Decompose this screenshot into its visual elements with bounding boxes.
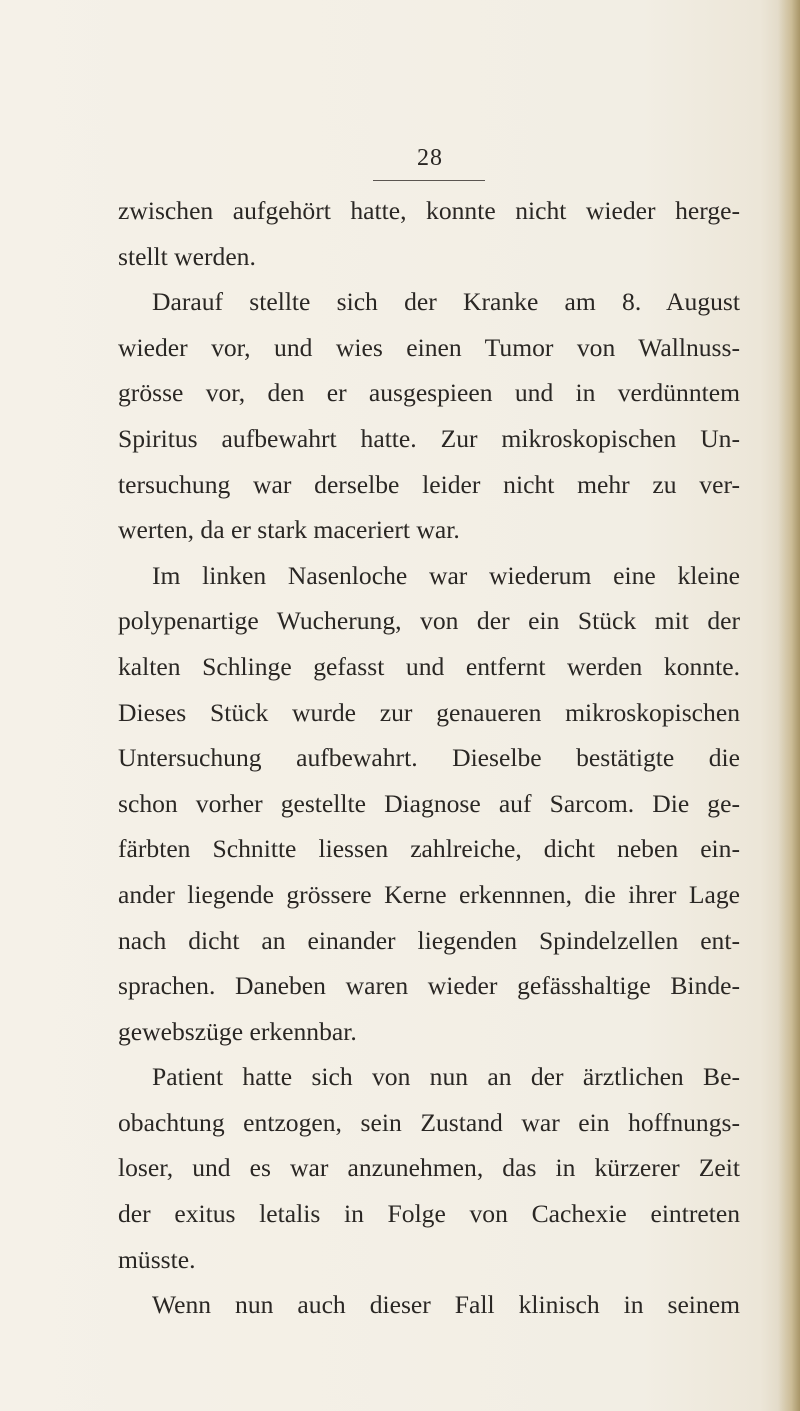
text-line: müsste. (118, 1244, 196, 1274)
text-line: der exitus letalis in Folge von Cachexie eintreten (118, 1199, 740, 1229)
text-line: werten, da er stark maceriert war. (118, 515, 460, 545)
text-line: grösse vor, den er ausgespieen und in verdünntem (118, 378, 740, 408)
text-line: nach dicht an einander liegenden Spindelzellen ent- (118, 925, 740, 955)
text-line: Spiritus aufbewahrt hatte. Zur mikroskopischen Un- (118, 423, 740, 453)
text-line: loser, und es war anzunehmen, das in kürzerer Zeit (118, 1153, 740, 1183)
text-line: Im linken Nasenloche war wiederum eine kleine (152, 560, 740, 590)
header-rule (373, 180, 485, 181)
text-line: kalten Schlinge gefasst und entfernt werden konnte. (118, 651, 740, 681)
text-line: zwischen aufgehört hatte, konnte nicht wieder herge- (118, 196, 740, 225)
text-line: Wenn nun auch dieser Fall klinisch in seinem (152, 1290, 740, 1320)
text-line: sprachen. Daneben waren wieder gefässhaltige Binde- (118, 971, 740, 1001)
page-number: 28 (417, 145, 443, 171)
text-line: polypenartige Wucherung, von der ein Stück mit der (118, 606, 740, 636)
text-line: schon vorher gestellte Diagnose auf Sarcom. Die ge- (118, 788, 740, 818)
text-line: färbten Schnitte liessen zahlreiche, dicht neben ein- (118, 834, 740, 864)
text-line: Dieses Stück wurde zur genaueren mikroskopischen (118, 697, 740, 727)
text-line: wieder vor, und wies einen Tumor von Wallnuss- (118, 332, 740, 362)
text-line: obachtung entzogen, sein Zustand war ein hoffnungs- (118, 1107, 740, 1137)
text-line: stellt werden. (118, 241, 256, 271)
text-line: ander liegende grössere Kerne erkennnen, die ihrer Lage (118, 879, 740, 909)
text-line: Darauf stellte sich der Kranke am 8. August (152, 287, 740, 317)
body-text (118, 188, 740, 1328)
text-line: Patient hatte sich von nun an der ärztlichen Be- (152, 1062, 740, 1092)
page-edge-shadow (778, 0, 800, 1411)
text-line: tersuchung war derselbe leider nicht mehr zu ver- (118, 469, 740, 499)
text-line: gewebszüge erkennbar. (118, 1016, 357, 1046)
text-line: Untersuchung aufbewahrt. Dieselbe bestätigte die (118, 743, 740, 773)
